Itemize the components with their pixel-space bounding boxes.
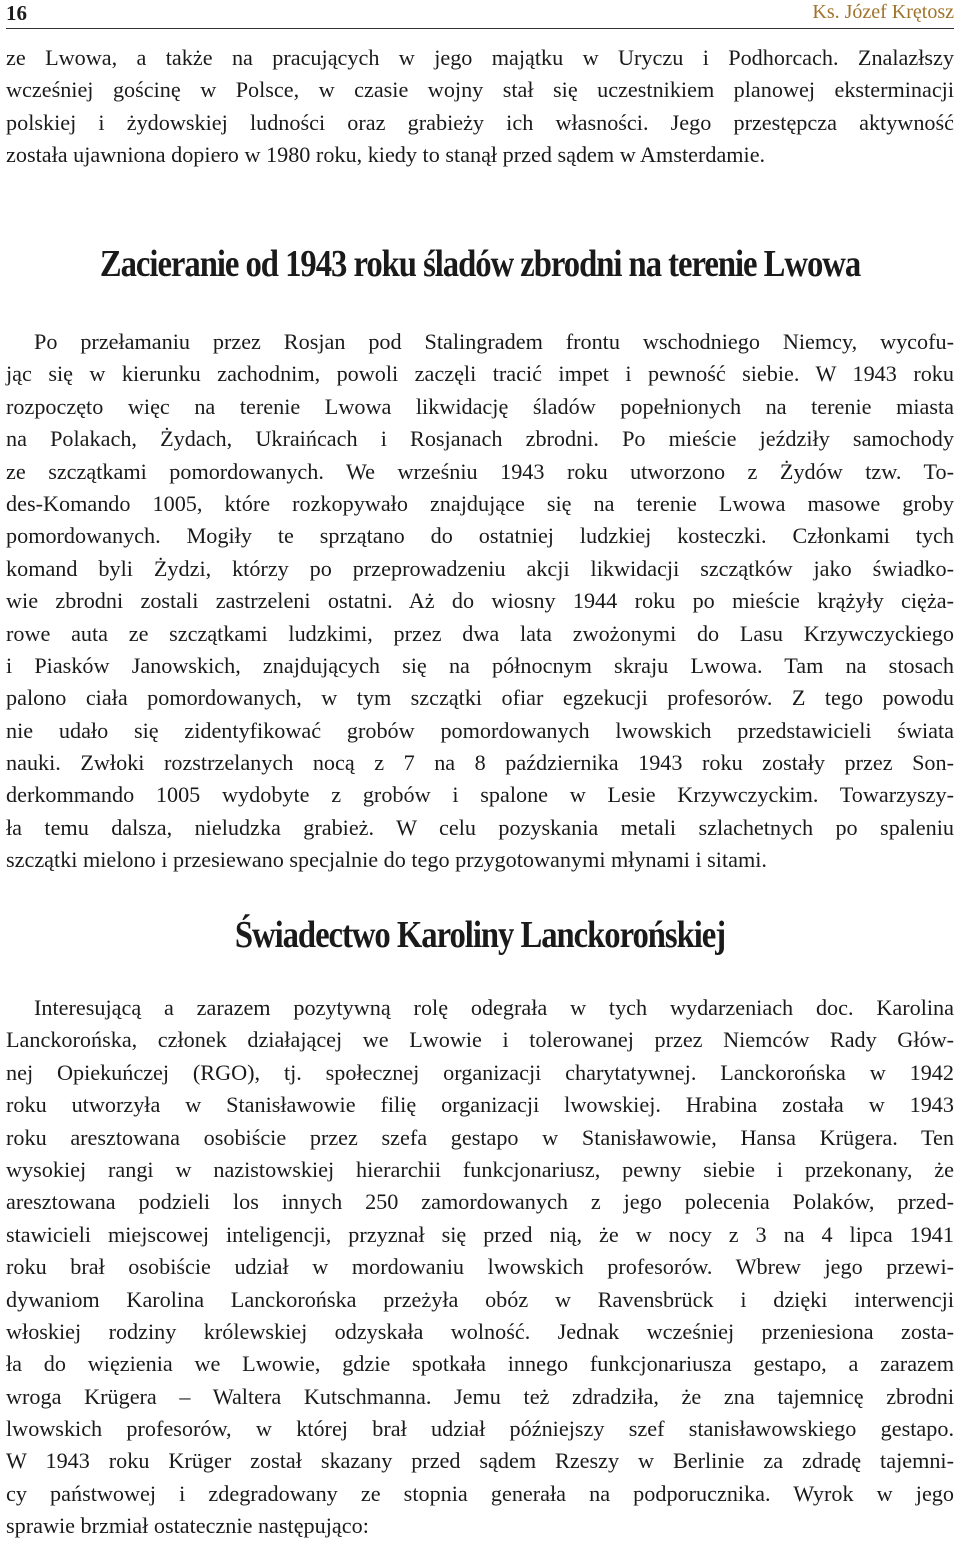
text-line: pomordowanych. Mogiły te sprzątano do ostatniej ludzkiej kosteczki. Członkami tych [6, 523, 954, 549]
text-line: roku aresztowana osobiście przez szefa gestapo w Stanisławowie, Hansa Krügera. Ten [6, 1124, 954, 1150]
text-line: roku brał osobiście udział w mordowaniu lwowskich profesorów. Wbrew jego przewi- [6, 1254, 954, 1280]
text-line: nauki. Zwłoki rozstrzelanych nocą z 7 na 8 października 1943 roku zostały przez Son- [6, 750, 954, 776]
text-line: dywaniom Karolina Lanckorońska przeżyła obóz w Ravensbrück i dzięki interwencji [6, 1286, 954, 1312]
text-line: aresztowana podzieli los innych 250 zamordowanych z jego polecenia Polaków, przed- [6, 1189, 954, 1215]
section-heading-erasing-traces: Zacieranie od 1943 roku śladów zbrodni na terenie Lwowa [99, 243, 861, 285]
paragraph-continuation [6, 42, 954, 172]
text-line: ze szczątkami pomordowanych. We wrześniu 1943 roku utworzono z Żydów tzw. To- [6, 458, 954, 484]
text-line: Lanckorońska, członek działającej we Lwowie i tolerowanej przez Niemców Rady Głów- [6, 1027, 954, 1053]
text-line: polskiej i żydowskiej ludności oraz grabieży ich własności. Jego przestępcza aktywność [6, 109, 954, 135]
text-line: komand byli Żydzi, którzy po przeprowadzeniu akcji likwidacji szczątków jako świadko- [6, 555, 954, 581]
section-heading-lanckoronska-testimony: Świadectwo Karoliny Lanckorońskiej [234, 914, 726, 956]
text-line: jąc się w kierunku zachodnim, powoli zaczęli tracić impet i pewność siebie. W 1943 roku [6, 361, 954, 387]
text-line: i Piasków Janowskich, znajdujących się na północnym skraju Lwowa. Tam na stosach [6, 652, 954, 678]
text-line: została ujawniona dopiero w 1980 roku, kiedy to stanął przed sądem w Amsterdamie. [6, 142, 766, 168]
text-line: des-Komando 1005, które rozkopywało znajdujące się na terenie Lwowa masowe groby [6, 490, 954, 516]
text-line: wysokiej rangi w nazistowskiej hierarchii funkcjonariusz, pewny siebie i przekonany, że [6, 1156, 954, 1182]
text-line: rozpoczęto więc na terenie Lwowa likwidację śladów popełnionych na terenie miasta [6, 393, 954, 419]
text-line: szczątki mielono i przesiewano specjalnie do tego przygotowanymi młynami i sitami. [6, 847, 767, 873]
text-line: wcześniej gościnę w Polsce, w czasie wojny stał się uczestnikiem planowej eksterminacji [6, 77, 954, 103]
running-header-author: Ks. Józef Krętosz [812, 1, 954, 23]
text-line: wie zbrodni zostali zastrzeleni ostatni. Aż do wiosny 1944 roku po mieście krążyły cięża- [6, 588, 954, 614]
text-line: nie udało się zidentyfikować grobów pomordowanych lwowskich przedstawicieli świata [6, 717, 954, 743]
text-line: na Polakach, Żydach, Ukraińcach i Rosjanach zbrodni. Po mieście jeździły samochody [6, 426, 954, 452]
text-line: ła temu dalsza, nieludzka grabież. W celu pozyskania metali szlachetnych po spaleniu [6, 814, 954, 840]
text-line: Po przełamaniu przez Rosjan pod Stalingradem frontu wschodniego Niemcy, wycofu- [34, 329, 954, 354]
running-header [6, 0, 954, 29]
page-number: 16 [6, 1, 27, 25]
book-page [6, 0, 954, 1539]
text-line: nej Opiekuńczej (RGO), tj. społecznej organizacji charytatywnej. Lanckorońska w 1942 [6, 1059, 954, 1085]
text-line: stawicieli miejscowej inteligencji, przyznał się przed nią, że w nocy z 3 na 4 lipca 1941 [6, 1221, 954, 1247]
text-line: cy państwowej i zdegradowany ze stopnia generała na podporucznika. Wyrok w jego [6, 1480, 954, 1506]
text-line: lwowskich profesorów, w której brał udział późniejszy szef stanisławowskiego gestapo. [6, 1416, 954, 1442]
text-line: W 1943 roku Krüger został skazany przed sądem Rzeszy w Berlinie za zdradę tajemni- [6, 1448, 954, 1474]
text-line: ła do więzienia we Lwowie, gdzie spotkała innego funkcjonariusza gestapo, a zarazem [6, 1351, 954, 1377]
text-line: Interesującą a zarazem pozytywną rolę odegrała w tych wydarzeniach doc. Karolina [34, 995, 954, 1020]
text-line: sprawie brzmiał ostatecznie następująco: [6, 1513, 369, 1539]
text-line: włoskiej rodziny królewskiej odzyskała wolność. Jednak wcześniej przeniesiona zosta- [6, 1318, 954, 1344]
text-line: ze Lwowa, a także na pracujących w jego majątku w Uryczu i Podhorcach. Znalazłszy [6, 45, 954, 70]
text-line: palono ciała pomordowanych, w tym szczątki ofiar egzekucji profesorów. Z tego powodu [6, 685, 954, 711]
text-line: roku utworzyła w Stanisławowie filię organizacji lwowskiej. Hrabina została w 1943 [6, 1092, 954, 1118]
paragraph-erasing-traces [6, 326, 954, 877]
text-line: wroga Krügera – Waltera Kutschmanna. Jemu też zdradziła, że zna tajemnicę zbrodni [6, 1383, 954, 1409]
text-line: derkommando 1005 wydobyte z grobów i spalone w Lesie Krzywczyckim. Towarzyszy- [6, 782, 954, 808]
text-line: rowe auta ze szczątkami ludzkimi, przez dwa lata zwożonymi do Lasu Krzywczyckiego [6, 620, 954, 646]
paragraph-lanckoronska-testimony [6, 992, 954, 1543]
